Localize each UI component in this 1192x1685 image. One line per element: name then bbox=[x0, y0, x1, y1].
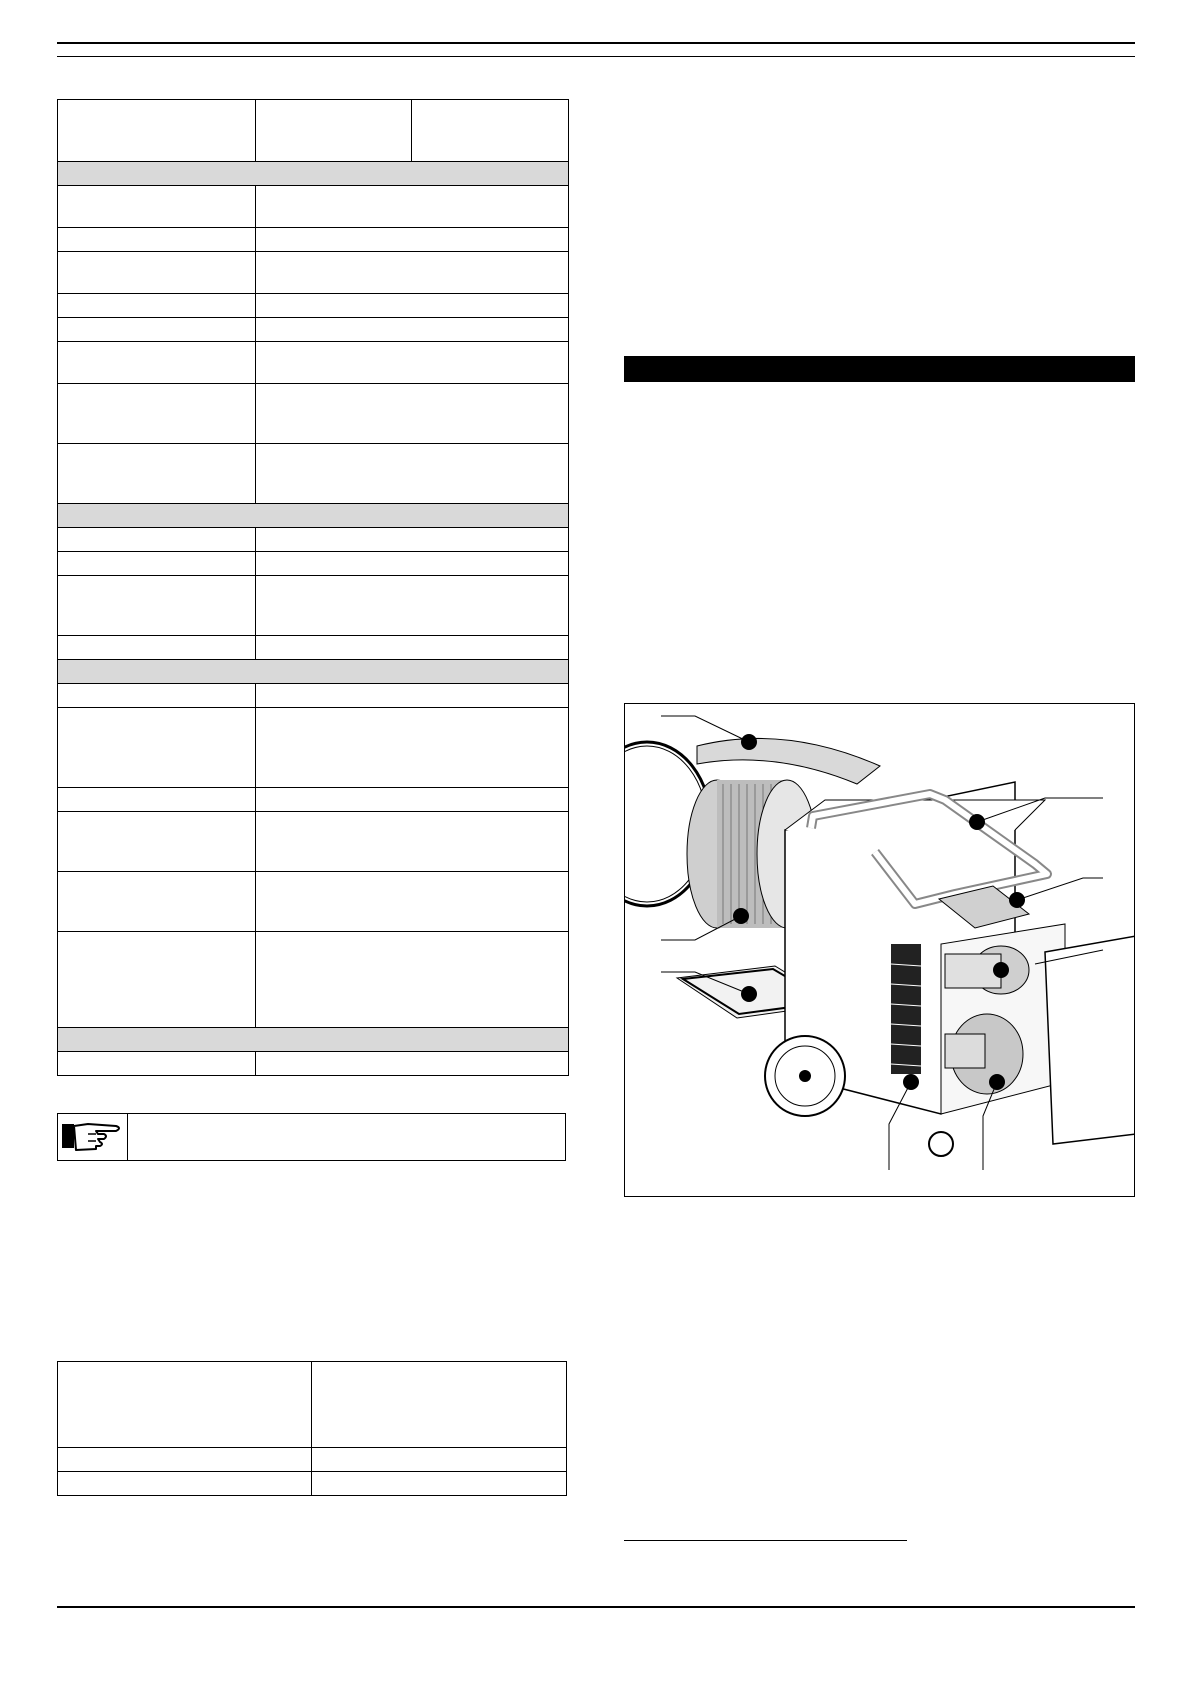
second-table-cell bbox=[58, 1448, 312, 1472]
spec-table-row bbox=[58, 186, 569, 228]
spec-table-row bbox=[58, 872, 569, 932]
spec-table-label-cell bbox=[58, 186, 256, 228]
spec-table-header-cell bbox=[412, 100, 569, 162]
spec-table-value-cell bbox=[256, 788, 569, 812]
spec-table-label-cell bbox=[58, 932, 256, 1028]
spec-table-section-row bbox=[58, 660, 569, 684]
spec-table-section-label bbox=[58, 660, 569, 684]
spec-table-row bbox=[58, 788, 569, 812]
second-table-cell bbox=[312, 1448, 567, 1472]
spec-table-value-cell bbox=[256, 528, 569, 552]
spec-table-label-cell bbox=[58, 228, 256, 252]
spec-table-row bbox=[58, 636, 569, 660]
spec-table-section-label bbox=[58, 162, 569, 186]
callout-dot-4 bbox=[993, 962, 1009, 978]
callout-dot-1 bbox=[741, 734, 757, 750]
spec-table-value-cell bbox=[256, 186, 569, 228]
spec-table-row bbox=[58, 294, 569, 318]
header-rule-bottom bbox=[57, 56, 1135, 57]
spec-table-section-row bbox=[58, 162, 569, 186]
note-box bbox=[57, 1113, 566, 1161]
spec-table-label-cell bbox=[58, 294, 256, 318]
spec-table-row bbox=[58, 552, 569, 576]
spec-table-value-cell bbox=[256, 636, 569, 660]
spec-table-section-row bbox=[58, 1028, 569, 1052]
spec-table-value-cell bbox=[256, 684, 569, 708]
spec-table-label-cell bbox=[58, 684, 256, 708]
second-table-row bbox=[58, 1448, 567, 1472]
spec-table-row bbox=[58, 1052, 569, 1076]
spec-table-label-cell bbox=[58, 708, 256, 788]
note-icon-cell bbox=[58, 1114, 128, 1160]
spec-table-header-cell bbox=[256, 100, 412, 162]
spec-table-row bbox=[58, 252, 569, 294]
spec-table-value-cell bbox=[256, 228, 569, 252]
device-figure bbox=[624, 703, 1135, 1197]
callout-dot-7 bbox=[903, 1074, 919, 1090]
spec-table-row bbox=[58, 342, 569, 384]
spec-table-section-label bbox=[58, 1028, 569, 1052]
spec-table-row bbox=[58, 812, 569, 872]
device-illustration bbox=[625, 704, 1135, 1197]
spec-table-value-cell bbox=[256, 444, 569, 504]
second-table-cell bbox=[58, 1472, 312, 1496]
callout-dot-3 bbox=[1009, 892, 1025, 908]
spec-table-value-cell bbox=[256, 576, 569, 636]
spec-table-label-cell bbox=[58, 444, 256, 504]
footer-rule bbox=[57, 1606, 1135, 1608]
second-table-header bbox=[58, 1362, 567, 1448]
spec-table-label-cell bbox=[58, 318, 256, 342]
spec-table-value-cell bbox=[256, 1052, 569, 1076]
spec-table-section-label bbox=[58, 504, 569, 528]
spec-table-row bbox=[58, 708, 569, 788]
second-table-header-cell bbox=[58, 1362, 312, 1448]
spec-table-label-cell bbox=[58, 342, 256, 384]
callout-dot-8 bbox=[989, 1074, 1005, 1090]
spec-table-header-cell bbox=[58, 100, 256, 162]
callout-dot-6 bbox=[741, 986, 757, 1002]
spec-table-value-cell bbox=[256, 872, 569, 932]
spec-table-label-cell bbox=[58, 1052, 256, 1076]
spec-table-value-cell bbox=[256, 318, 569, 342]
spec-table-row bbox=[58, 932, 569, 1028]
section-heading-bar bbox=[624, 356, 1135, 382]
spec-table-label-cell bbox=[58, 384, 256, 444]
callout-dot-2 bbox=[969, 814, 985, 830]
spec-table-value-cell bbox=[256, 812, 569, 872]
spec-table-value-cell bbox=[256, 294, 569, 318]
spec-table-label-cell bbox=[58, 812, 256, 872]
spec-table-label-cell bbox=[58, 872, 256, 932]
spec-table-section-row bbox=[58, 504, 569, 528]
second-table-row bbox=[58, 1472, 567, 1496]
header-rule-top bbox=[57, 42, 1135, 44]
callout-dot-5 bbox=[733, 908, 749, 924]
spec-table-row bbox=[58, 576, 569, 636]
spec-table-value-cell bbox=[256, 342, 569, 384]
spec-table-value-cell bbox=[256, 932, 569, 1028]
spec-table-row bbox=[58, 384, 569, 444]
spec-table-header bbox=[58, 100, 569, 162]
pointing-hand-icon bbox=[58, 1114, 128, 1160]
spec-table-row bbox=[58, 318, 569, 342]
spec-table-label-cell bbox=[58, 252, 256, 294]
spec-table-label-cell bbox=[58, 576, 256, 636]
spec-table bbox=[57, 99, 569, 1076]
spec-table-label-cell bbox=[58, 788, 256, 812]
spec-table-row bbox=[58, 228, 569, 252]
footnote-rule bbox=[624, 1540, 907, 1541]
second-table bbox=[57, 1361, 567, 1496]
spec-table-value-cell bbox=[256, 252, 569, 294]
spec-table-row bbox=[58, 528, 569, 552]
spec-table-label-cell bbox=[58, 636, 256, 660]
spec-table-label-cell bbox=[58, 528, 256, 552]
second-table-cell bbox=[312, 1472, 567, 1496]
spec-table-value-cell bbox=[256, 384, 569, 444]
spec-table-row bbox=[58, 684, 569, 708]
spec-table-row bbox=[58, 444, 569, 504]
spec-table-value-cell bbox=[256, 708, 569, 788]
spec-table-value-cell bbox=[256, 552, 569, 576]
second-table-header-cell bbox=[312, 1362, 567, 1448]
spec-table-label-cell bbox=[58, 552, 256, 576]
